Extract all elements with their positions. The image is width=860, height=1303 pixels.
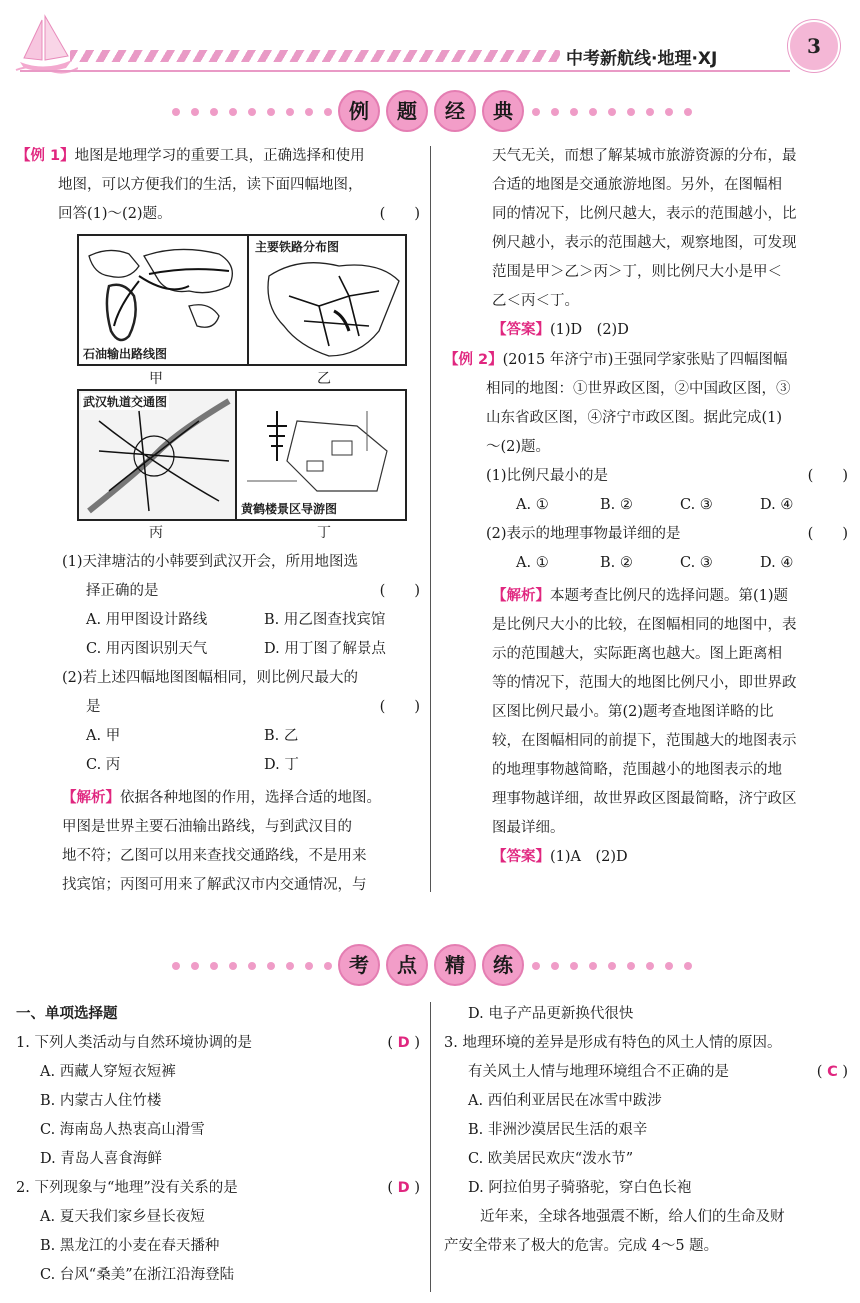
- banner-title: [338, 90, 524, 132]
- option: B. 黑龙江的小麦在春天播种: [40, 1238, 220, 1254]
- china-railway-map-icon: [249, 236, 407, 366]
- option: B. 非洲沙漠居民生活的艰辛: [468, 1122, 648, 1138]
- option: C. 海南岛人热衷高山滑雪: [40, 1122, 205, 1138]
- question-1: (1)天津塘沽的小韩要到武汉开会，所用地图选: [62, 554, 359, 570]
- analysis-line: 区图比例尺最小。第(2)题考查地图详略的比: [492, 704, 774, 720]
- answer-blank: ( ): [379, 206, 420, 222]
- analysis-line: 例尺越小，表示的范围越大，观察地图，可发现: [492, 235, 797, 251]
- answer-blank: ( ): [807, 526, 848, 542]
- stem-line: 回答(1)～(2)题。: [58, 206, 172, 222]
- banner-char: 经: [434, 90, 476, 132]
- analysis-line: 天气无关，而想了解某城市旅游资源的分布，最: [492, 148, 797, 164]
- question-answer: D: [397, 1035, 410, 1051]
- option: D. 电子产品更新换代很快: [468, 1006, 634, 1022]
- section-banner-examples: [0, 90, 860, 134]
- banner-title: [338, 944, 524, 986]
- map-title: 主要铁路分布图: [255, 240, 340, 254]
- option: A. 西伯利亚居民在冰雪中跋涉: [468, 1093, 662, 1109]
- option: A. 甲: [86, 728, 121, 744]
- analysis-line: 本题考查比例尺的选择问题。第(1)题: [550, 588, 789, 604]
- page-number: 3: [788, 20, 840, 72]
- analysis-line: 的地理事物越简略，范围越小的地图表示的地: [492, 762, 782, 778]
- analysis-line: 乙＜丙＜丁。: [492, 293, 579, 309]
- section-banner-practice: [0, 944, 860, 988]
- banner-char: 考: [338, 944, 380, 986]
- analysis-line: 依据各种地图的作用，选择合适的地图。: [120, 790, 381, 806]
- section-title: 一、单项选择题: [16, 1006, 118, 1022]
- option: A. 用甲图设计路线: [86, 612, 208, 628]
- example-1: [16, 142, 420, 229]
- banner-char: 题: [386, 90, 428, 132]
- example-tag: 【例 1】: [16, 148, 75, 164]
- option: B. 乙: [264, 728, 299, 744]
- option: C. ③: [680, 497, 713, 513]
- analysis-line: 同的情况下，比例尺越大，表示的范围越小，比: [492, 206, 797, 222]
- analysis-line: 甲图是世界主要石油输出路线，与到武汉目的: [62, 819, 352, 835]
- example-2: [444, 346, 848, 578]
- analysis-line: 图最详细。: [492, 820, 565, 836]
- option: A. ①: [516, 555, 549, 571]
- banner-char: 精: [434, 944, 476, 986]
- question-1: 1. 下列人类活动与自然环境协调的是: [16, 1035, 252, 1051]
- question-answer: C: [827, 1064, 838, 1080]
- map-title: 黄鹤楼景区导游图: [241, 502, 338, 516]
- map-caption: 甲: [149, 371, 163, 387]
- option: B. 内蒙古人住竹楼: [40, 1093, 162, 1109]
- option: D. 用丁图了解景点: [264, 641, 386, 657]
- banner-char: 例: [338, 90, 380, 132]
- option: D. ④: [760, 555, 794, 571]
- answer-blank: ( ): [379, 699, 420, 715]
- stem-line: ～(2)题。: [486, 439, 551, 455]
- analysis-line: 等的情况下，范围大的地图比例尺小，即世界政: [492, 675, 797, 691]
- option: D. ④: [760, 497, 794, 513]
- answer-tag: 【答案】: [492, 322, 550, 338]
- map-title: 武汉轨道交通图: [83, 395, 168, 409]
- column-divider: [430, 1002, 431, 1292]
- example-2-analysis: [492, 582, 848, 872]
- option: A. 西藏人穿短衣短裤: [40, 1064, 176, 1080]
- analysis-tag: 【解析】: [492, 588, 550, 604]
- analysis-line: 是比例尺大小的比较，在图幅相同的地图中，表: [492, 617, 797, 633]
- analysis-line: 找宾馆；丙图可用来了解武汉市内交通情况，与: [62, 877, 367, 893]
- sailboat-logo-icon: [12, 12, 78, 74]
- answer-blank: ( ): [807, 468, 848, 484]
- stem-line: (2015 年济宁市)王强同学家张贴了四幅图幅: [502, 352, 788, 368]
- analysis-tag: 【解析】: [62, 790, 120, 806]
- map-yi: [247, 234, 407, 366]
- answer-text: (1)A (2)D: [550, 849, 628, 865]
- practice-left: 一、单项选择题 1. 下列人类活动与自然环境协调的是 ( D ) A. 西藏人穿短衣短裤 B. 内蒙古人住竹楼 C. 海南岛人热衷高山滑雪 D. 青岛人喜食海鲜 2. 下列现象与“地理”没有关系的是 ( D ) A. 夏天我们家乡昼长夜短 B. 黑龙江的小麦在春天播种 C. 台风“桑美”在浙江沿海登陆: [16, 1000, 420, 1290]
- map-caption: 丙: [149, 525, 163, 541]
- option: B. ②: [600, 497, 633, 513]
- option: A. 夏天我们家乡昼长夜短: [40, 1209, 205, 1225]
- option: C. 用丙图识别天气: [86, 641, 208, 657]
- four-maps-figure: [77, 234, 407, 541]
- banner-dots-right: [532, 108, 692, 118]
- example-1-analysis: [62, 784, 420, 900]
- answer-text: (1)D (2)D: [550, 322, 629, 338]
- option: C. ③: [680, 555, 713, 571]
- option: B. ②: [600, 555, 633, 571]
- option: D. 阿拉伯男子骑骆驼，穿白色长袍: [468, 1180, 692, 1196]
- analysis-line: 范围是甲＞乙＞丙＞丁，则比例尺大小是甲＜: [492, 264, 782, 280]
- wuhan-transit-map-icon: [79, 391, 237, 521]
- banner-char: 点: [386, 944, 428, 986]
- question-2: (2)表示的地理事物最详细的是: [486, 526, 681, 542]
- map-caption: 乙: [317, 371, 331, 387]
- banner-char: 典: [482, 90, 524, 132]
- stem-line: 相同的地图：①世界政区图，②中国政区图，③: [486, 381, 791, 397]
- answer-tag: 【答案】: [492, 849, 550, 865]
- answer-blank: ( ): [379, 583, 420, 599]
- stem-line: 地图，可以方便我们的生活，读下面四幅地图，: [58, 177, 363, 193]
- header-stripe: [70, 50, 560, 62]
- question-2-cont: 是: [86, 699, 101, 715]
- map-ding: [235, 389, 407, 521]
- option: D. 青岛人喜食海鲜: [40, 1151, 162, 1167]
- question-2: (2)若上述四幅地图图幅相同，则比例尺最大的: [62, 670, 359, 686]
- map-jia: [77, 234, 249, 366]
- question-3-cont: 有关风土人情与地理环境组合不正确的是: [468, 1064, 729, 1080]
- question-1-cont: 择正确的是: [86, 583, 159, 599]
- analysis-line: 合适的地图是交通旅游地图。另外，在图幅相: [492, 177, 782, 193]
- question-3: 3. 地理环境的差异是形成有特色的风土人情的原因。: [444, 1035, 782, 1051]
- option: C. 台风“桑美”在浙江沿海登陆: [40, 1267, 235, 1283]
- header-rule: [20, 70, 790, 72]
- analysis-line: 较，在图幅相同的前提下，范围越大的地图表示: [492, 733, 797, 749]
- option: A. ①: [516, 497, 549, 513]
- option: B. 用乙图查找宾馆: [264, 612, 386, 628]
- stem-line: 地图是地理学习的重要工具，正确选择和使用: [74, 148, 365, 164]
- example-tag: 【例 2】: [444, 352, 503, 368]
- map-title: 石油输出路线图: [83, 347, 168, 361]
- passage-line: 近年来，全球各地强震不断，给人们的生命及财: [480, 1209, 785, 1225]
- page-header: [0, 0, 860, 85]
- question-1: (1)比例尺最小的是: [486, 468, 609, 484]
- map-caption: 丁: [317, 525, 331, 541]
- analysis-line: 理事物越详细，故世界政区图最简略，济宁政区: [492, 791, 797, 807]
- series-title: 中考新航线·地理·XJ: [566, 49, 718, 69]
- stem-line: 山东省政区图，④济宁市政区图。据此完成(1): [486, 410, 783, 426]
- banner-dots-left: [172, 108, 332, 118]
- practice-right: D. 电子产品更新换代很快 3. 地理环境的差异是形成有特色的风土人情的原因。 有关风土人情与地理环境组合不正确的是 ( C ) A. 西伯利亚居民在冰雪中跋涉 B. 非洲沙漠居民生活的艰辛 C. 欧美居民欢庆“泼水节” D. 阿拉伯男子骑骆驼，穿白色长袍 近年来，全球各地强震不断，给人们的生命及财 产安全带来了极大的危害。完成 4～5 题。: [444, 1000, 848, 1261]
- analysis-line: 地不符；乙图可以用来查找交通路线，不是用来: [62, 848, 367, 864]
- option: C. 欧美居民欢庆“泼水节”: [468, 1151, 634, 1167]
- passage-line: 产安全带来了极大的危害。完成 4～5 题。: [444, 1238, 719, 1254]
- column-divider: [430, 146, 431, 892]
- option: C. 丙: [86, 757, 121, 773]
- analysis-line: 示的范围越大，实际距离也越大。图上距离相: [492, 646, 782, 662]
- example-1-analysis-cont: [492, 142, 848, 345]
- banner-dots-left: [172, 962, 332, 972]
- question-answer: D: [397, 1180, 410, 1196]
- question-2: 2. 下列现象与“地理”没有关系的是: [16, 1180, 238, 1196]
- map-bing: [77, 389, 237, 521]
- banner-char: 练: [482, 944, 524, 986]
- banner-dots-right: [532, 962, 692, 972]
- example-1-questions: [62, 548, 420, 780]
- option: D. 丁: [264, 757, 299, 773]
